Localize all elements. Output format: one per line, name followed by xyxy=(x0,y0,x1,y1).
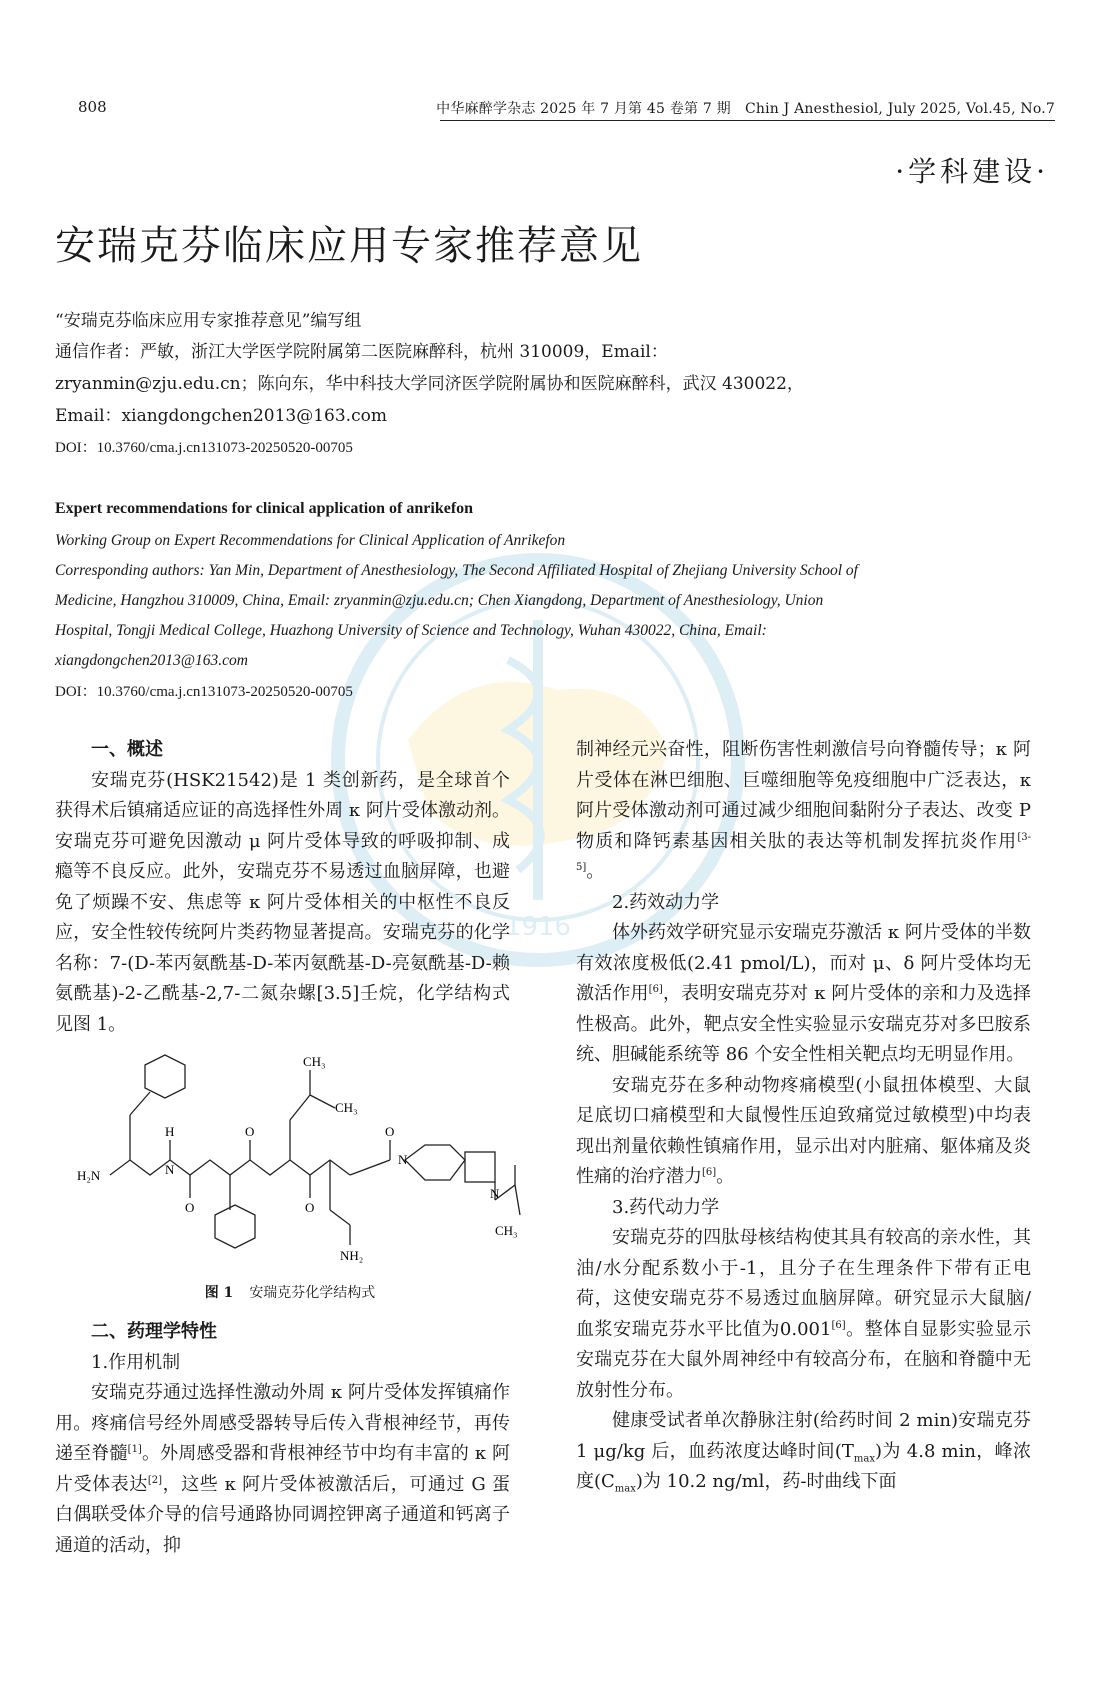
chemical-structure-figure xyxy=(55,1040,525,1265)
label-ch3-c: CH₃ xyxy=(495,1223,518,1238)
column-tag: ·学科建设· xyxy=(895,155,1049,188)
label-h2n: H₂N xyxy=(77,1168,101,1183)
journal-header: 中华麻醉学杂志 2025 年 7 月第 45 卷第 7 期 Chin J Anesthesiol, July 2025, Vol.45, No.7 xyxy=(436,101,1055,117)
cn-corresponding xyxy=(55,336,860,464)
paragraph-mechanism-cont: 制神经元兴奋性，阻断伤害性刺激信号向脊髓传导；κ 阿片受体在淋巴细胞、巨噬细胞等免疫细胞中广泛表达，κ 阿片受体激动剂可通过减少细胞间黏附分子表达、改变 P 物质和降钙素基因相关肽的表达等机制发挥抗炎作用[3-5]。 xyxy=(576,739,1031,882)
english-abstract-block xyxy=(55,500,870,716)
ref-6a: [6] xyxy=(648,984,663,995)
header-rule xyxy=(440,120,1055,121)
label-n-2: N xyxy=(398,1152,408,1167)
label-n-3: N xyxy=(490,1186,500,1201)
cn-doi: DOI：10.3760/cma.j.cn131073-20250520-00705 xyxy=(55,440,353,456)
label-o-3: O xyxy=(305,1200,315,1215)
heading-pharmacodynamics: 2.药效动力学 xyxy=(612,891,720,913)
heading-overview: 一、概述 xyxy=(91,739,163,760)
figure-number: 图 1 xyxy=(204,1285,234,1301)
paragraph-pd-2: 安瑞克芬在多种动物疼痛模型(小鼠扭体模型、大鼠足底切口痛模型和大鼠慢性压迫致痛觉过敏模型)中均表现出剂量依赖性镇痛作用，显示出对内脏痛、躯体痛及炎性痛的治疗潜力[6]。 xyxy=(576,1074,1031,1187)
right-column xyxy=(576,735,1031,1498)
paragraph-pk-2: 健康受试者单次静脉注射(给药时间 2 min)安瑞克芬 1 μg/kg 后，血药浓度达峰时间$(T_{max})$为 4.8 min，峰浓度$(C_{max})$为 10.2 ng/ml，药-时曲线下面 xyxy=(576,1410,1031,1495)
ref-1: [1] xyxy=(127,1444,142,1455)
en-group: Working Group on Expert Recommendations for Clinical Application of Anrikefon xyxy=(55,532,566,549)
label-nh2: NH₂ xyxy=(340,1248,364,1263)
ref-2: [2] xyxy=(147,1474,163,1486)
heading-mechanism: 1.作用机制 xyxy=(91,1351,181,1373)
heading-pharmacology: 二、药理学特性 xyxy=(91,1321,217,1342)
paragraph-pd-1: 体外药效学研究显示安瑞克芬激活 κ 阿片受体的半数有效浓度极低(2.41 pmol/L)，而对 μ、δ 阿片受体均无激活作用[6]，表明安瑞克芬对 κ 阿片受体的亲和力及选择性极高。此外，靶点安全性实验显示安瑞克芬对多巴胺系统、胆碱能系统等 86 个安全性相关靶点均无明显作用。 xyxy=(576,922,1032,1065)
label-ch3-b: CH₃ xyxy=(335,1100,358,1115)
article-title: 安瑞克芬临床应用专家推荐意见 xyxy=(55,223,643,269)
left-column-bottom xyxy=(55,1317,510,1561)
paragraph-overview: 安瑞克芬(HSK21542)是 1 类创新药，是全球首个获得术后镇痛适应证的高选择性外周 κ 阿片受体激动剂。安瑞克芬可避免因激动 μ 阿片受体导致的呼吸抑制、成瘾等不良反应。此外，安瑞克芬不易透过血脑屏障，也避免了烦躁不安、焦虑等 κ 阿片受体相关的中枢性不良反应，安全性较传统阿片类药物显著提高。安瑞克芬的化学名称：7-(D-苯丙氨酰基-D-苯丙氨酰基-D-亮氨酰基-D-赖氨酰基)-2-乙酰基-2,7-二氮杂螺[3.5]壬烷，化学结构式见图 1。 xyxy=(55,769,510,1035)
ref-6c: [6] xyxy=(831,1319,846,1331)
label-o-1: O xyxy=(185,1200,195,1215)
label-ch3-a: CH₃ xyxy=(303,1054,326,1069)
heading-pharmacokinetics: 3.药代动力学 xyxy=(612,1196,720,1218)
label-o-4: O xyxy=(385,1124,395,1139)
label-n-1: N xyxy=(165,1162,175,1177)
paragraph-pk-1: 安瑞克芬的四肽母核结构使其具有较高的亲水性，其油/水分配系数小于-1，且分子在生理条件下带有正电荷，这使安瑞克芬不易透过血脑屏障。研究显示大鼠脑/血浆安瑞克芬水平比值为0.001[6]。整体自显影实验显示安瑞克芬在大鼠外周神经中有较高分布，在脑和脊髓中无放射性分布。 xyxy=(576,1227,1032,1401)
watermark-year: 1916 xyxy=(504,912,572,942)
ref-6b: [6] xyxy=(702,1167,717,1178)
cn-corr-text: 通信作者：严敏，浙江大学医学院附属第二医院麻醉科，杭州 310009，Email：zryanmin@zju.edu.cn；陈向东，华中科技大学同济医学院附属协和医院麻醉科，武汉 430022，Email：xiangdongchen2013@163.com xyxy=(55,342,804,426)
paragraph-mechanism: 安瑞克芬通过选择性激动外周 κ 阿片受体发挥镇痛作用。疼痛信号经外周感受器转导后传入背根神经节，再传递至脊髓[1]。外周感受器和背根神经节中均有丰富的 κ 阿片受体表达[2]，这些 κ 阿片受体被激活后，可通过 G 蛋白偶联受体介导的信号通路协同调控钾离子通道和钙离子通道的活动，抑 xyxy=(55,1382,511,1556)
cn-author-group: “安瑞克芬临床应用专家推荐意见”编写组 xyxy=(55,311,362,331)
ref-3-5: [3-5] xyxy=(576,831,1031,873)
en-title: Expert recommendations for clinical application of anrikefon xyxy=(55,500,474,517)
label-h-1: H xyxy=(165,1124,175,1139)
figure-caption xyxy=(55,1282,525,1302)
en-corresponding: Corresponding authors: Yan Min, Department of Anesthesiology, The Second Affiliated Hospital of Zhejiang University School of Medicine, Hangzhou 310009, China, Email: zryanmin@zju.edu.cn; Chen Xiangdong, Department of Anesthesiology, Union Hospital, Tongji Medical College, Huazhong University of Science and Technology, Wuhan 430022, China, Email: xiangdongchen2013@163.com xyxy=(55,562,858,669)
page-number: 808 xyxy=(78,98,107,116)
figure-caption-text: 安瑞克芬化学结构式 xyxy=(249,1285,376,1301)
en-doi: DOI：10.3760/cma.j.cn131073-20250520-00705 xyxy=(55,684,353,700)
label-o-2: O xyxy=(245,1124,255,1139)
left-column-top xyxy=(55,735,510,1040)
